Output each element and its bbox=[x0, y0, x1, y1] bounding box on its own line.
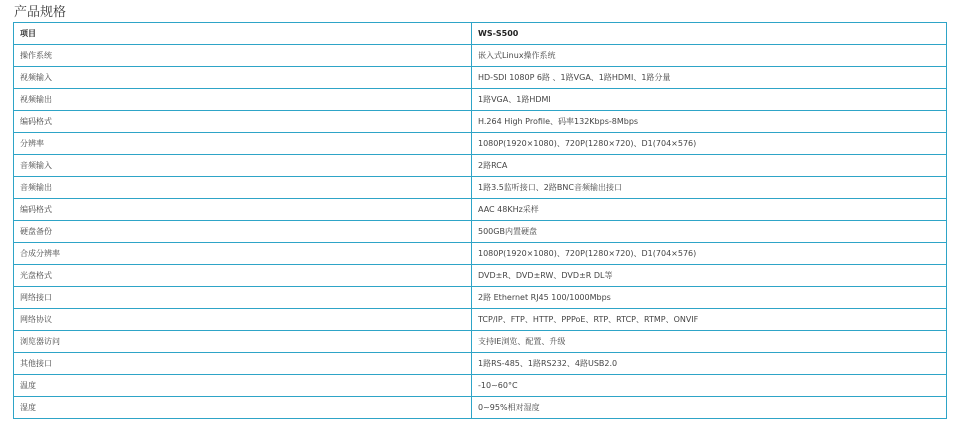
table-row bbox=[14, 221, 947, 243]
table-row bbox=[14, 177, 947, 199]
row-value: H.264 High Profile、码率132Kbps-8Mbps bbox=[472, 111, 947, 133]
table-row bbox=[14, 309, 947, 331]
table-row bbox=[14, 89, 947, 111]
row-value: 2路RCA bbox=[472, 155, 947, 177]
table-row bbox=[14, 265, 947, 287]
row-label: 浏览器访问 bbox=[14, 331, 472, 353]
row-label: 网络接口 bbox=[14, 287, 472, 309]
table-row bbox=[14, 353, 947, 375]
row-label: 编码格式 bbox=[14, 111, 472, 133]
row-value: 1路RS-485、1路RS232、4路USB2.0 bbox=[472, 353, 947, 375]
row-label: 温度 bbox=[14, 375, 472, 397]
row-value: 支持IE浏览、配置、升级 bbox=[472, 331, 947, 353]
table-row bbox=[14, 375, 947, 397]
table-row bbox=[14, 133, 947, 155]
row-value: DVD±R、DVD±RW、DVD±R DL等 bbox=[472, 265, 947, 287]
row-value: 2路 Ethernet RJ45 100/1000Mbps bbox=[472, 287, 947, 309]
row-value: TCP/IP、FTP、HTTP、PPPoE、RTP、RTCP、RTMP、ONVIF bbox=[472, 309, 947, 331]
header-item: 项目 bbox=[14, 23, 472, 45]
row-value: 1080P(1920×1080)、720P(1280×720)、D1(704×576) bbox=[472, 133, 947, 155]
row-value: 1路3.5监听接口、2路BNC音频输出接口 bbox=[472, 177, 947, 199]
row-value: 1080P(1920×1080)、720P(1280×720)、D1(704×576) bbox=[472, 243, 947, 265]
row-value: AAC 48KHz采样 bbox=[472, 199, 947, 221]
row-label: 湿度 bbox=[14, 397, 472, 419]
table-row bbox=[14, 331, 947, 353]
table-row bbox=[14, 243, 947, 265]
row-label: 合成分辨率 bbox=[14, 243, 472, 265]
table-row bbox=[14, 199, 947, 221]
row-label: 编码格式 bbox=[14, 199, 472, 221]
table-row bbox=[14, 111, 947, 133]
table-header-row bbox=[14, 23, 947, 45]
row-value: -10~60°C bbox=[472, 375, 947, 397]
table-row bbox=[14, 67, 947, 89]
row-label: 视频输出 bbox=[14, 89, 472, 111]
header-model: WS-S500 bbox=[472, 23, 947, 45]
row-value: 0~95%相对湿度 bbox=[472, 397, 947, 419]
row-label: 网络协议 bbox=[14, 309, 472, 331]
table-row bbox=[14, 397, 947, 419]
row-label: 光盘格式 bbox=[14, 265, 472, 287]
row-value: 1路VGA、1路HDMI bbox=[472, 89, 947, 111]
row-label: 音频输入 bbox=[14, 155, 472, 177]
page-title: 产品规格 bbox=[14, 5, 67, 20]
row-label: 分辨率 bbox=[14, 133, 472, 155]
row-value: 500GB内置硬盘 bbox=[472, 221, 947, 243]
row-label: 硬盘备份 bbox=[14, 221, 472, 243]
row-label: 操作系统 bbox=[14, 45, 472, 67]
row-label: 视频输入 bbox=[14, 67, 472, 89]
row-label: 其他接口 bbox=[14, 353, 472, 375]
row-label: 音频输出 bbox=[14, 177, 472, 199]
table-row bbox=[14, 45, 947, 67]
spec-table bbox=[13, 22, 947, 419]
row-value: HD-SDI 1080P 6路 、1路VGA、1路HDMI、1路分量 bbox=[472, 67, 947, 89]
row-value: 嵌入式Linux操作系统 bbox=[472, 45, 947, 67]
table-row bbox=[14, 155, 947, 177]
table-row bbox=[14, 287, 947, 309]
